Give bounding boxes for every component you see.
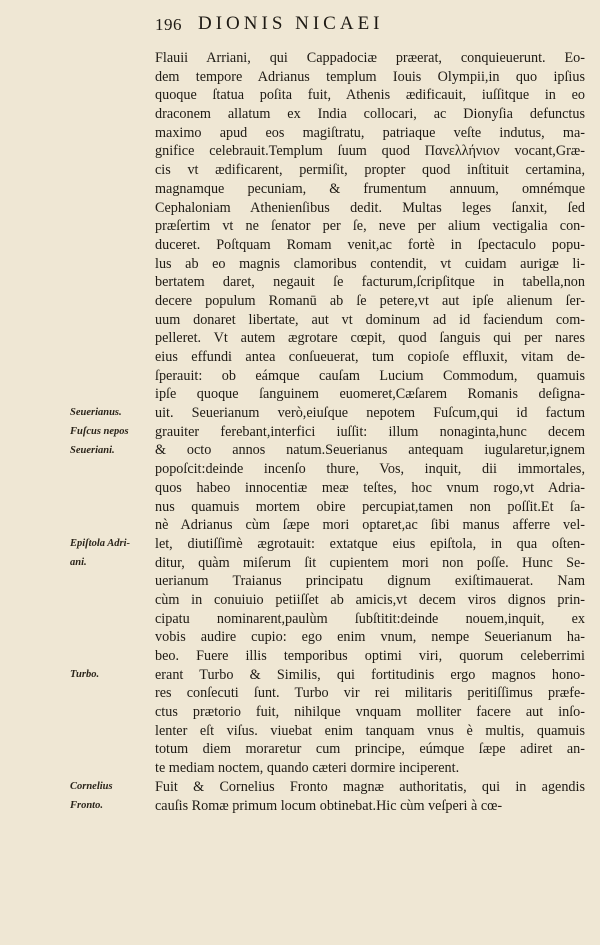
text-line: te mediam noctem, quando cæteri dormire inciperent. — [155, 760, 460, 777]
text-line: pelleret. Vt autem ægrotare cœpit, quod ſanguis qui per nares — [155, 330, 585, 347]
margin-note: Epiſtola Adri- — [70, 538, 130, 550]
text-line: eius effundi antea conſueuerat, tum copioſe effluxit, vitam de- — [155, 349, 585, 365]
text-line: nè Adrianus cùm ſæpe mori optaret,ac ſibi manus afferre vel- — [155, 517, 585, 534]
margin-note: ani. — [70, 556, 87, 568]
text-line: gnifice celebrauit.Templum ſuum quod Πανελλήνιον vocant,Græ- — [155, 143, 585, 160]
text-line: nus quamuis mortem obire percupiat,tamen non poſſit.Et ſa- — [155, 498, 585, 515]
text-line: duceret. Poſtquam Romam venit,ac fortè in ſpectaculo popu- — [155, 236, 585, 253]
text-line: uerianum Traianus principatu dignum exiſtimauerat. Nam — [155, 573, 585, 590]
text-line: ditur, quàm miſerum ſit cupientem mori non poſſe. Hunc Se- — [155, 554, 585, 571]
text-line: cùm in conuiuio petiiſſet ab amicis,vt decem viros dignos prin- — [155, 591, 585, 608]
text-line: cis vt ædificarent, permiſit, propter quod inſtituit certamina, — [155, 162, 585, 179]
text-line: ipſe quoque ſanguinem euomeret,Cæſarem Romanis deſigna- — [155, 386, 585, 403]
text-line: cauſis Romæ primum locum obtinebat.Hic cùm veſperi à cœ- — [155, 797, 503, 814]
text-line: cipatu nominarent,paulùm ſubſtitit:deinde nouem,inquit, ex — [155, 610, 585, 627]
margin-note: Fuſcus nepos — [70, 426, 129, 437]
text-line: Cephaloniam Athenienſibus dedit. Multas leges ſanxit, ſed — [155, 199, 585, 216]
text-line: magnamque pecuniam, & frumentum annuum, omnémque — [155, 180, 585, 197]
text-line: uum donaret libertate, aut vt dominum ad id faciendum com- — [155, 311, 585, 328]
text-line: decere populum Romanū ab ſe petere,vt aut ipſe alienum ſer- — [155, 292, 585, 309]
margin-note: Seuerianus. — [70, 407, 122, 419]
text-line: præſertim vt ne ſenator per ſe, neve per alium vectigalia con- — [155, 218, 585, 235]
text-line: Fuit & Cornelius Fronto magnæ authoritatis, qui in agendis — [155, 778, 585, 795]
text-line: & octo annos natum.Seuerianus antequam iugularetur,ignem — [155, 442, 585, 459]
text-line: res conſecuti ſunt. Turbo vir rei militaris peritiſſimus præfe- — [155, 685, 585, 702]
text-line: dem tempore Adrianus templum Iouis Olympii,in quo ipſius — [155, 68, 585, 85]
margin-note: Cornelius — [70, 781, 113, 793]
text-line: totum diem moraretur cum principe, eúmque ſæpe adiret an- — [155, 741, 585, 758]
text-line: erant Turbo & Similis, qui fortitudinis ergo magnos hono- — [155, 666, 585, 683]
text-line: let, diutiſſimè ægrotauit: extatque eius epiſtola, in qua oſten- — [155, 535, 585, 552]
margin-note: Fronto. — [70, 800, 103, 811]
text-line: beo. Fuere illis temporibus optimi viri, quorum celeberrimi — [155, 648, 585, 664]
text-line: grauiter ferebant,interfici iuſſit: illum nonaginta,hunc decem — [155, 423, 585, 440]
text-line: bertatem daret, negauit ſe facturum,ſcripſitque in tabella,non — [155, 274, 585, 291]
margin-note: Seueriani. — [70, 444, 115, 456]
body-text — [155, 49, 585, 815]
text-line: maximo apud eos magiſtratu, patriaque veſte indutus, ma- — [155, 124, 585, 141]
text-line: quoque ſtatua poſita fuit, Athenis ædificauit, iuſſitque in eo — [155, 87, 585, 104]
text-line: lenter eſt viſus. viuebat enim tanquam vnus è multis, quamuis — [155, 722, 585, 739]
text-line: uit. Seuerianum verò,eiuſque nepotem Fuſcum,qui id factum — [155, 405, 585, 422]
text-line: vobis audire cupio: ego enim vnum, nempe Seuerianum ha- — [155, 629, 585, 646]
running-head: DIONIS NICAEI — [198, 13, 384, 34]
text-line: lus ab eo magnis clamoribus contendit, vt cuidam aurigæ li- — [155, 255, 585, 272]
text-line: quos habeo innocentiæ meæ teſtes, hoc vnum rogo,vt Adria- — [155, 479, 585, 496]
text-line: popoſcit:deinde incenſo thure, Vos, inquit, dii immortales, — [155, 461, 585, 478]
text-line: draconem allatum ex India collocari, ac Dionyſia defunctus — [155, 106, 585, 123]
margin-note: Turbo. — [70, 669, 100, 681]
text-line: Flauii Arriani, qui Cappadociæ præerat, conquieuerunt. Eo- — [155, 50, 585, 66]
text-line: ctus prætorio fuit, nihilque vnquam molliter facere aut inſo- — [155, 704, 585, 721]
text-line: ſperauit: ob eámque cauſam Lucium Commodum, quamuis — [155, 367, 585, 384]
page-number: 196 — [155, 15, 182, 34]
